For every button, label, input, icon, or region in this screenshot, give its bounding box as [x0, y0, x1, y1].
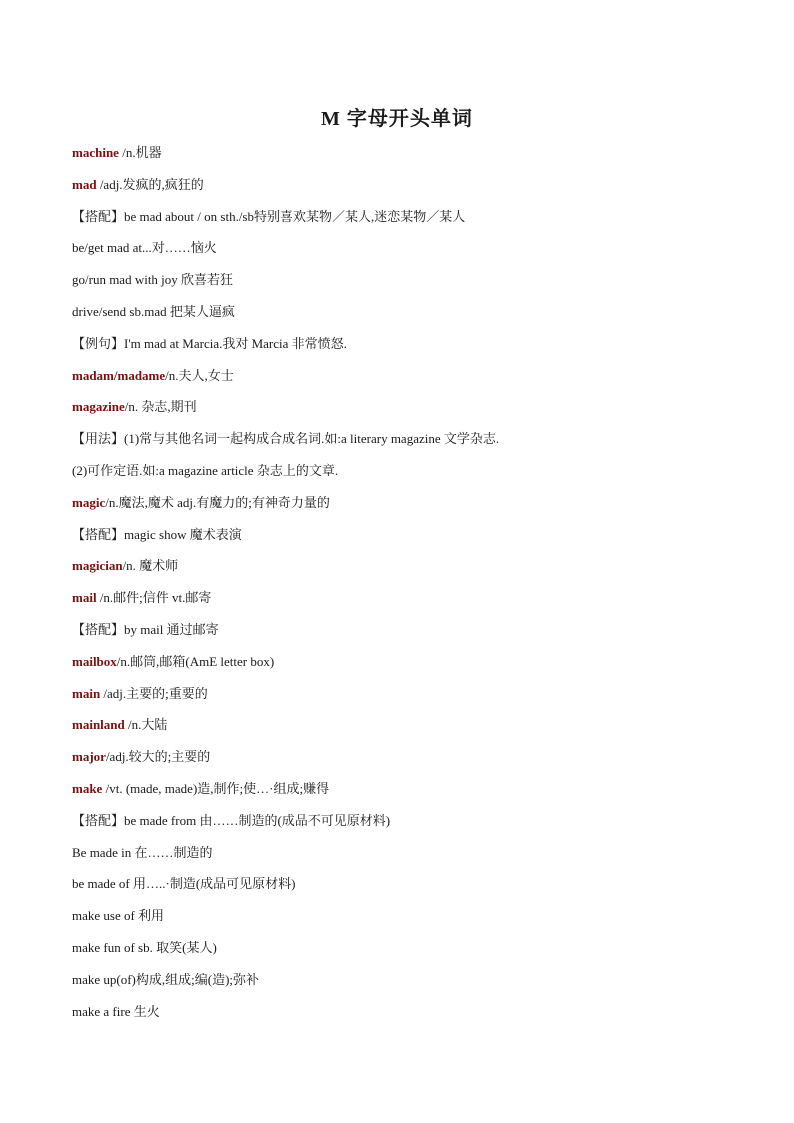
entry-text: 【搭配】be made from 由……制造的(成品不可见原材料): [72, 812, 391, 828]
headword: magazine: [72, 399, 125, 415]
entry-headword-line: [72, 366, 772, 398]
entry-text: drive/send sb.mad 把某人逼疯: [72, 303, 235, 319]
entry-list: [72, 143, 772, 1033]
entry-headword-line: [72, 715, 772, 747]
entry-text: 【用法】(1)常与其他名词一起构成合成名词.如:a literary magazine 文学杂志.: [72, 431, 500, 447]
headword: magic: [72, 494, 106, 510]
entry-text: /n. 魔术师: [122, 558, 179, 574]
page-title: M 字母开头单词: [321, 108, 473, 130]
entry-text: /n.大陆: [124, 717, 168, 733]
entry-headword-line: [72, 397, 772, 429]
entry-text: make fun of sb. 取笑(某人): [72, 939, 217, 955]
entry-text: /n.机器: [118, 145, 162, 160]
headword: mad: [72, 176, 97, 192]
entry-headword-line: [72, 588, 772, 620]
entry-text: /n.夫人,女士: [165, 367, 234, 383]
entry-text: 【搭配】magic show 魔术表演: [72, 526, 242, 542]
entry-detail-line: [72, 302, 772, 334]
entry-headword-line: [72, 652, 772, 684]
entry-text: /n. 杂志,期刊: [124, 399, 197, 415]
entry-text: 【搭配】by mail 通过邮寄: [72, 621, 219, 637]
entry-text: 【搭配】be mad about / on sth./sb特别喜欢某物／某人,迷恋某物／某人: [72, 208, 466, 224]
entry-text: make a fire 生火: [72, 1003, 160, 1019]
headword: magician: [72, 558, 123, 574]
entry-headword-line: [72, 175, 772, 207]
entry-detail-line: [72, 461, 772, 493]
entry-headword-line: [72, 684, 772, 716]
entry-text: /n.邮件;信件 vt.邮寄: [96, 590, 212, 606]
headword: mainland: [72, 717, 125, 733]
entry-detail-line: [72, 238, 772, 270]
entry-text: be/get mad at...对……恼火: [72, 240, 217, 256]
entry-detail-line: [72, 938, 772, 970]
entry-headword-line: [72, 779, 772, 811]
entry-text: /adj.发疯的,疯狂的: [96, 176, 204, 192]
entry-headword-line: [72, 556, 772, 588]
entry-detail-line: [72, 843, 772, 875]
entry-text: /n.邮筒,邮箱(AmE letter box): [116, 653, 275, 669]
entry-detail-line: [72, 906, 772, 938]
entry-detail-line: [72, 429, 772, 461]
entry-detail-line: [72, 874, 772, 906]
headword: main: [72, 685, 101, 701]
entry-detail-line: [72, 525, 772, 557]
entry-text: /n.魔法,魔术 adj.有魔力的;有神奇力量的: [105, 494, 330, 510]
entry-text: make up(of)构成,组成;编(造);弥补: [72, 971, 260, 987]
entry-detail-line: [72, 207, 772, 239]
entry-headword-line: [72, 143, 772, 175]
entry-text: go/run mad with joy 欣喜若狂: [72, 272, 234, 288]
entry-text: 【例句】I'm mad at Marcia.我对 Marcia 非常愤怒.: [72, 335, 347, 351]
entry-detail-line: [72, 1002, 772, 1034]
entry-detail-line: [72, 270, 772, 302]
entry-detail-line: [72, 334, 772, 366]
entry-text: /vt. (made, made)造,制作;使…·组成;赚得: [102, 780, 330, 796]
entry-text: /adj.主要的;重要的: [100, 685, 208, 701]
entry-detail-line: [72, 620, 772, 652]
entry-text: /adj.较大的;主要的: [105, 749, 211, 765]
entry-headword-line: [72, 747, 772, 779]
entry-detail-line: [72, 811, 772, 843]
entry-text: Be made in 在……制造的: [72, 844, 213, 860]
headword: mail: [72, 590, 97, 606]
entry-text: (2)可作定语.如:a magazine article 杂志上的文章.: [72, 462, 339, 478]
entry-text: make use of 利用: [72, 908, 165, 924]
headword: mailbox: [72, 653, 117, 669]
headword: major: [72, 749, 106, 765]
entry-detail-line: [72, 970, 772, 1002]
entry-headword-line: [72, 493, 772, 525]
headword: madam/madame: [72, 367, 166, 383]
headword: machine: [72, 145, 119, 160]
headword: make: [72, 780, 103, 796]
entry-text: be made of 用…..·制造(成品可见原材料): [72, 876, 296, 892]
